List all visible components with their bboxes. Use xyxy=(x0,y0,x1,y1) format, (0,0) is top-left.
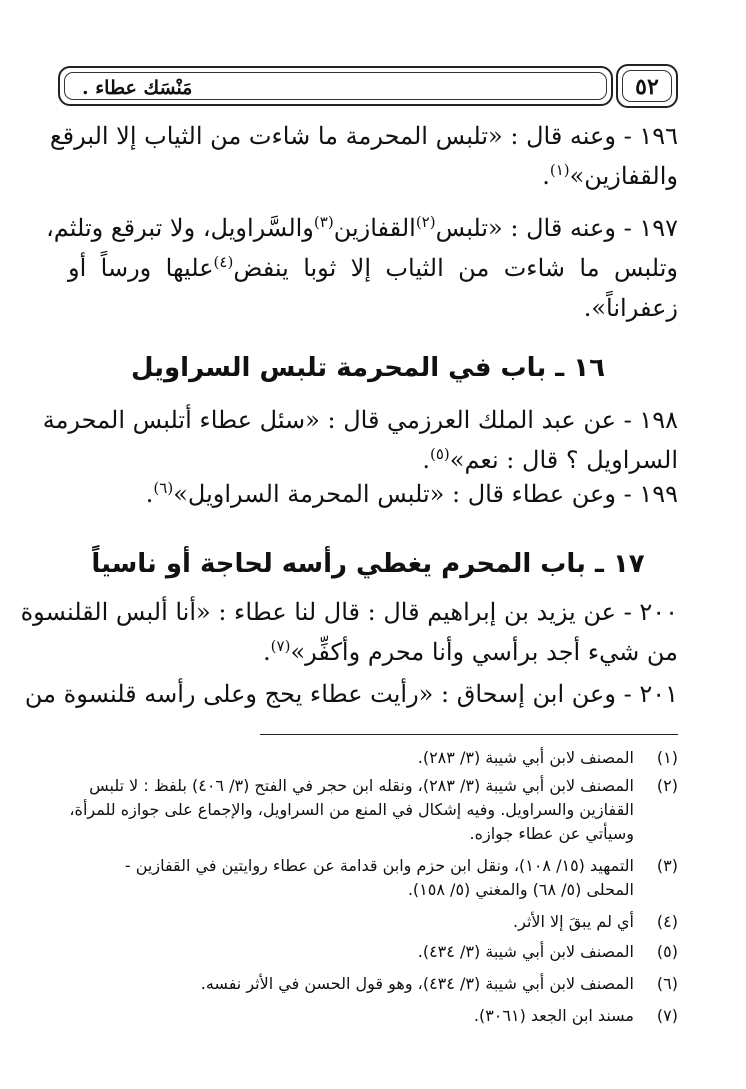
entry-197-line-2 xyxy=(68,248,678,288)
entry-200-end: . xyxy=(263,638,271,666)
footnote-number: (٣) xyxy=(656,856,678,875)
footnote-4 xyxy=(68,910,678,934)
footnote-ref-1: (١) xyxy=(549,161,570,179)
page-number: ٥٢ xyxy=(635,74,659,100)
entry-200-line-1: ٢٠٠ - عن يزيد بن إبراهيم قال : قال لنا عطاء : «أنا ألبس القلنسوة xyxy=(20,598,678,626)
footnote-number: (٥) xyxy=(656,942,678,961)
footnote-2-line-3: وسيأتي عن عطاء جوازه. xyxy=(469,824,634,843)
footnote-3-line-2: المحلى (٥/ ٦٨) والمغني (٥/ ١٥٨). xyxy=(407,880,634,899)
footnote-number: (١) xyxy=(656,748,678,767)
footnote-text: المصنف لابن أبي شيبة (٣/ ٢٨٣)، ونقله ابن حجر في الفتح (٣/ ٤٠٦) بلفظ : لا تلبس xyxy=(89,776,634,795)
footnote-5 xyxy=(68,940,678,964)
footnote-text: المصنف لابن أبي شيبة (٣/ ٤٣٤). xyxy=(417,942,634,961)
entry-199-text: ١٩٩ - وعن عطاء قال : «تلبس المحرمة السراويل» xyxy=(173,480,678,508)
entry-198-line-1: ١٩٨ - عن عبد الملك العرزمي قال : «سئل عطاء أتلبس المحرمة xyxy=(42,406,678,434)
entry-198-end: . xyxy=(422,446,430,474)
footnote-number: (٦) xyxy=(656,974,678,993)
entry-199-line-1 xyxy=(68,474,678,514)
footnote-text: التمهيد (١٥/ ١٠٨)، ونقل ابن حزم وابن قدامة عن عطاء روايتين في القفازين - xyxy=(124,856,634,875)
entry-197-line-3: زعفراناً». xyxy=(583,294,678,322)
footnote-7 xyxy=(68,1004,678,1028)
footnote-3 xyxy=(68,854,678,878)
footnote-6 xyxy=(68,972,678,996)
entry-197-line-1 xyxy=(46,208,678,248)
footnote-1 xyxy=(68,746,678,770)
footnote-number: (٤) xyxy=(656,912,678,931)
footnote-ref-2: (٢) xyxy=(415,213,436,231)
footnote-ref-5: (٥) xyxy=(429,445,450,463)
footnote-ref-4: (٤) xyxy=(213,253,234,271)
footnote-ref-3: (٣) xyxy=(313,213,334,231)
entry-197-text-c: والسَّراويل، ولا تبرقع وتلثم، xyxy=(46,214,314,242)
entry-200-line-2 xyxy=(138,632,678,672)
entry-197-text-b: القفازين xyxy=(333,214,416,242)
page-number-frame xyxy=(616,64,678,108)
footnote-separator xyxy=(260,734,678,735)
footnote-text: المصنف لابن أبي شيبة (٣/ ٤٣٤)، وهو قول الحسن في الأثر نفسه. xyxy=(200,974,634,993)
header-title-frame xyxy=(58,66,613,106)
footnote-2-line-2: القفازين والسراويل. وفيه إشكال في المنع من السراويل، والإجماع على جوازه للمرأة، xyxy=(69,800,634,819)
entry-200-text: من شيء أجد برأسي وأنا محرم وأكفِّر» xyxy=(290,638,678,666)
section-heading-16: ١٦ ـ باب في المحرمة تلبس السراويل xyxy=(131,353,605,383)
footnote-ref-6: (٦) xyxy=(153,479,174,497)
footnote-text: مسند ابن الجعد (٣٠٦١). xyxy=(473,1006,634,1025)
footnote-text: أي لم يبقَ إلا الأثر. xyxy=(513,912,634,931)
entry-197-text-a: ١٩٧ - وعنه قال : «تلبس xyxy=(435,214,678,242)
entry-201-line-1: ٢٠١ - وعن ابن إسحاق : «رأيت عطاء يحج وعلى رأسه قلنسوة من xyxy=(24,680,678,708)
entry-196-line-1: ١٩٦ - وعنه قال : «تلبس المحرمة ما شاءت من الثياب إلا البرقع xyxy=(49,122,678,150)
entry-196-text: والقفازين» xyxy=(569,162,678,190)
entry-197-text-e: عليها ورساً أو xyxy=(68,254,214,282)
footnote-2 xyxy=(68,774,678,798)
entry-198-text: السراويل ؟ قال : نعم» xyxy=(449,446,678,474)
running-title: مَنْسَك عطاء . xyxy=(82,77,193,99)
footnote-ref-7: (٧) xyxy=(270,637,291,655)
footnote-number: (٧) xyxy=(656,1006,678,1025)
entry-199-end: . xyxy=(145,480,154,508)
page-header xyxy=(58,64,678,110)
entry-197-text-d: وتلبس ما شاءت من الثياب إلا ثوبا ينفض xyxy=(233,254,679,282)
entry-196-end: . xyxy=(542,162,550,190)
section-heading-17: ١٧ ـ باب المحرم يغطي رأسه لحاجة أو ناسياً xyxy=(91,549,645,579)
footnote-number: (٢) xyxy=(656,776,678,795)
entry-196-line-2 xyxy=(68,156,678,196)
footnote-text: المصنف لابن أبي شيبة (٣/ ٢٨٣). xyxy=(417,748,634,767)
